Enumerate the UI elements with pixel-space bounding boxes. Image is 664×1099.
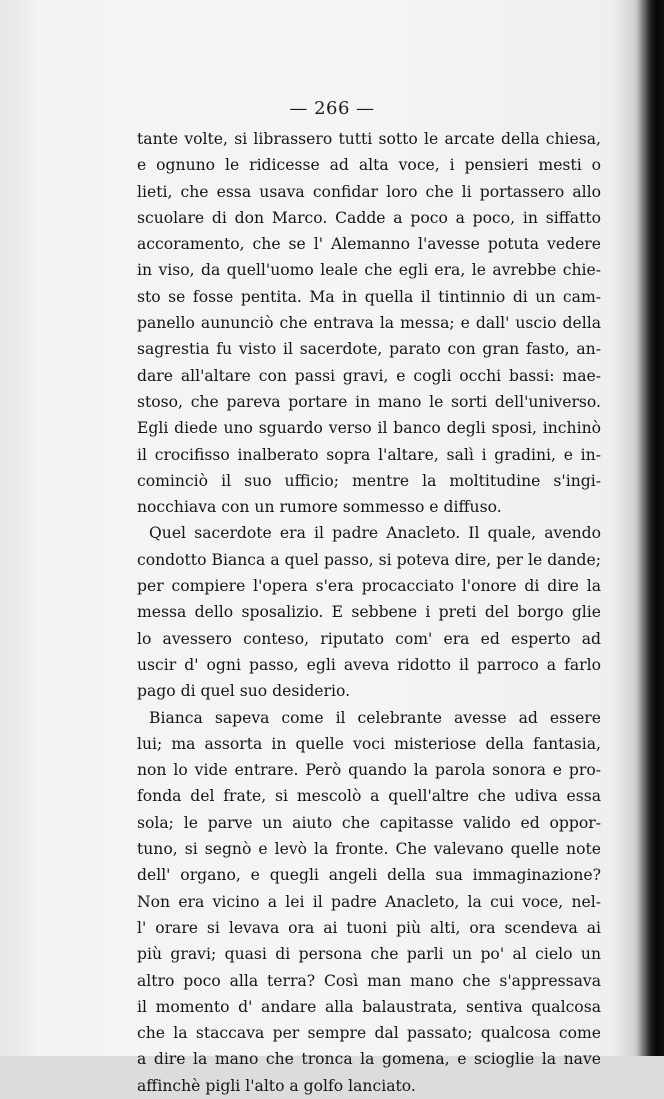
text-line: il crocifisso inalberato sopra l'altare, salì i gradini, e in- [137,445,601,464]
text-line: Egli diede uno sguardo verso il banco degli sposi, inchinò [137,419,601,438]
text-line: affinchè pigli l'alto a golfo lanciato. [137,1076,416,1095]
text-line: dare all'altare con passi gravi, e cogli occhi bassi: mae- [137,366,601,385]
text-line: più gravi; quasi di persona che parli un po' al cielo un [137,945,601,964]
text-line: pago di quel suo desiderio. [137,682,351,701]
text-line: a dire la mano che tronca la gomena, e scioglie la nave [137,1050,601,1069]
text-line: e ognuno le ridicesse ad alta voce, i pensieri mesti o [137,156,601,175]
text-line: scuolare di don Marco. Cadde a poco a poco, in siffatto [137,208,601,227]
paragraph-start-line: Bianca sapeva come il celebrante avesse ad essere [149,708,601,727]
text-line: che la staccava per sempre dal passato; qualcosa come [137,1024,601,1043]
text-line: condotto Bianca a quel passo, si poteva dire, per le dande; [137,550,601,569]
text-line: altro poco alla terra? Così man mano che s'appressava [137,971,601,990]
text-line: dell' organo, e quegli angeli della sua immaginazione? [137,866,601,885]
text-line: uscir d' ogni passo, egli aveva ridotto il parroco a farlo [137,655,601,674]
book-binding-shadow [634,0,664,1056]
text-line: tante volte, si librassero tutti sotto le arcate della chiesa, [137,130,601,148]
text-line: panello aununciò che entrava la messa; e dall' uscio della [137,314,601,333]
text-line: cominciò il suo ufficio; mentre la moltitudine s'ingi- [137,471,601,490]
text-line: in viso, da quell'uomo leale che egli era, le avrebbe chie- [137,261,601,280]
text-line: messa dello sposalizio. E sebbene i preti del borgo glie [137,603,601,622]
text-line: accoramento, che se l' Alemanno l'avesse potuta vedere [137,235,601,254]
text-line: tuno, si segnò e levò la fronte. Che valevano quelle note [137,840,601,859]
body-text [137,126,601,1099]
text-line: stoso, che pareva portare in mano le sorti dell'universo. [137,392,601,411]
text-line: sto se fosse pentita. Ma in quella il tintinnio di un cam- [137,287,601,306]
text-line: lieti, che essa usava confidar loro che li portassero allo [137,182,601,201]
text-line: nocchiava con un rumore sommesso e diffuso. [137,498,502,517]
text-line: sagrestia fu visto il sacerdote, parato con gran fasto, an- [137,340,601,359]
text-line: lo avessero conteso, riputato com' era ed esperto ad [137,629,601,648]
text-line: l' orare si levava ora ai tuoni più alti, ora scendeva ai [137,918,601,937]
text-line: non lo vide entrare. Però quando la parola sonora e pro- [137,761,601,780]
text-line: lui; ma assorta in quelle voci misteriose della fantasia, [137,734,601,753]
page-number: — 266 — [289,98,375,119]
paragraph-start-line: Quel sacerdote era il padre Anacleto. Il quale, avendo [149,524,601,543]
text-line: il momento d' andare alla balaustrata, sentiva qualcosa [137,997,601,1016]
text-line: sola; le parve un aiuto che capitasse valido ed oppor- [137,813,601,832]
text-line: fonda del frate, si mescolò a quell'altre che udiva essa [137,787,601,806]
text-line: Non era vicino a lei il padre Anacleto, la cui voce, nel- [137,892,601,911]
text-line: per compiere l'opera s'era procacciato l'onore di dire la [137,577,601,596]
